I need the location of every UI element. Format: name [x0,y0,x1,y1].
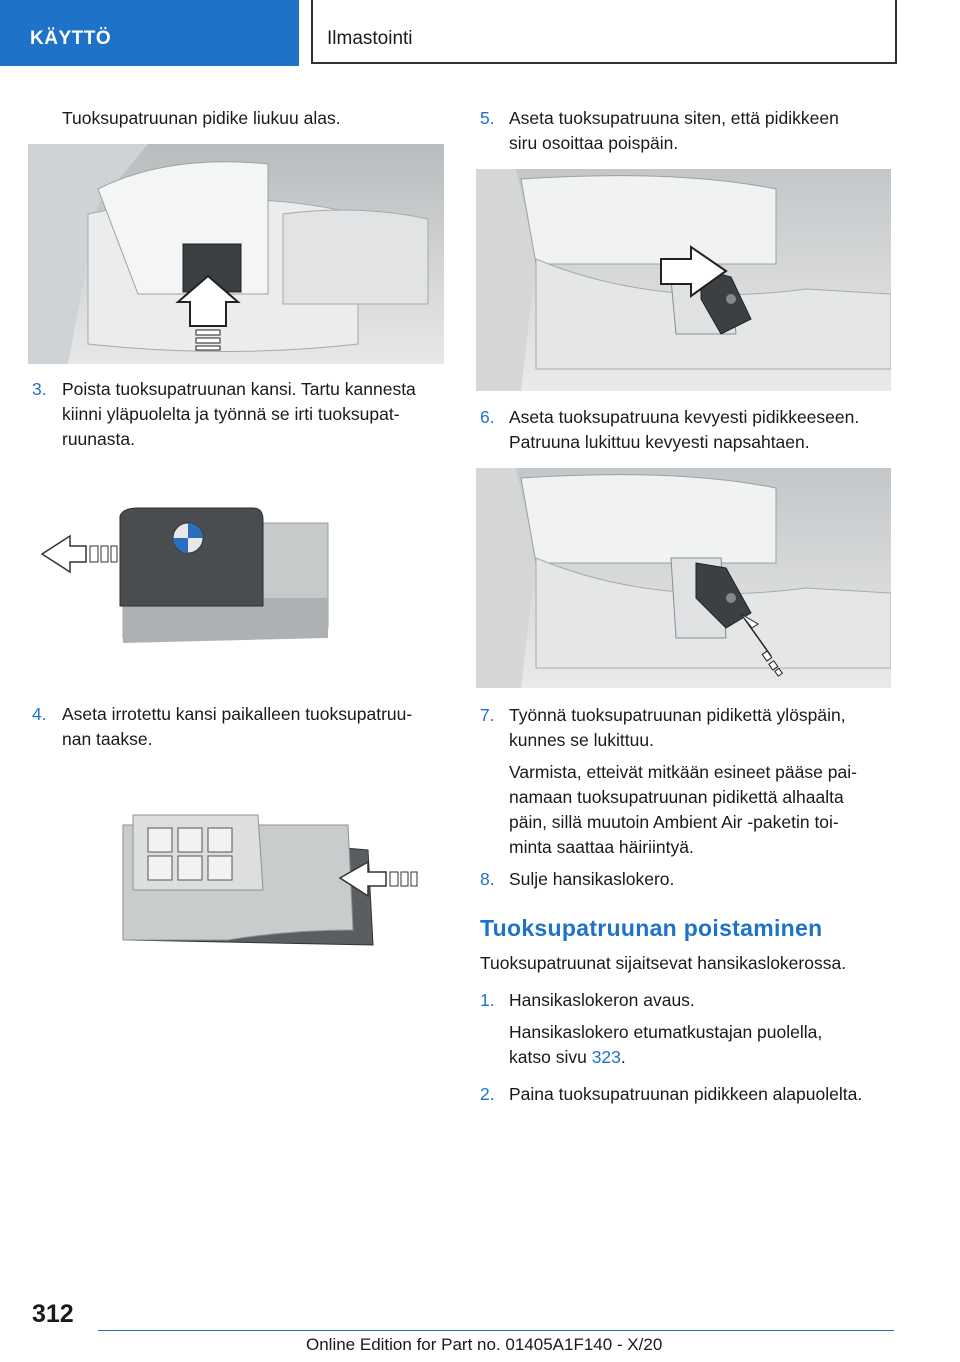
see-page-prefix: katso sivu [509,1047,592,1067]
step-8-text: Sulje hansikaslokero. [509,869,675,889]
page-number: 312 [32,1300,74,1328]
step-7-note-4: minta saattaa häiriintyä. [509,837,694,857]
removal-step-1-sub-1: Hansikaslokero etumatkustajan puolella, [509,1022,823,1042]
figure-insert-cartridge [476,468,891,688]
step-3-text-1: Poista tuoksupatruunan kansi. Tartu kannesta [62,379,416,399]
figure-chip-orientation [476,169,891,391]
step-4-text-2: nan taakse. [62,729,153,749]
intro-text: Tuoksupatruunan pidike liukuu alas. [62,108,341,128]
section-intro: Tuoksupatruunat sijaitsevat hansikaslokerossa. [480,953,847,973]
step-5-text-2: siru osoittaa poispäin. [509,133,679,153]
step-3-text-2: kiinni yläpuolelta ja työnnä se irti tuoksupat- [62,404,400,424]
chapter-title: Ilmastointi [327,28,413,49]
step-7-text-1: Työnnä tuoksupatruunan pidikettä ylöspäin, [509,705,846,725]
section-title: KÄYTTÖ [30,28,112,49]
step-7-text-2: kunnes se lukittuu. [509,730,654,750]
section-tab [0,0,299,66]
step-8-number: 8. [480,869,495,889]
step-7-note-2: namaan tuoksupatruunan pidikettä alhaalta [509,787,844,807]
chapter-tab [311,0,897,64]
footer-edition: Online Edition for Part no. 01405A1F140 - X/20 [306,1335,663,1354]
step-5-text-1: Aseta tuoksupatruuna siten, että pidikkeen [509,108,839,128]
step-4-number: 4. [32,704,47,724]
footer-divider [98,1330,894,1331]
removal-step-2-number: 2. [480,1084,495,1104]
step-6-text-1: Aseta tuoksupatruuna kevyesti pidikkeeseen. [509,407,860,427]
removal-step-1-number: 1. [480,990,495,1010]
section-heading: Tuoksupatruunan poistaminen [480,915,823,941]
removal-step-2-text: Paina tuoksupatruunan pidikkeen alapuolelta. [509,1084,863,1104]
removal-step-1-sub-2 [509,1045,626,1070]
step-7-note-3: päin, sillä muutoin Ambient Air -paketin toi- [509,812,839,832]
see-page-suffix: . [620,1047,626,1067]
step-7-note-1: Varmista, etteivät mitkään esineet pääse pai- [509,762,857,782]
step-3-text-3: ruunasta. [62,429,135,449]
removal-step-1-text: Hansikaslokeron avaus. [509,990,695,1010]
step-3-number: 3. [32,379,47,399]
step-6-number: 6. [480,407,495,427]
step-7-number: 7. [480,705,495,725]
figure-holder-slides-down [28,144,444,364]
page-link[interactable]: 323 [591,1047,621,1067]
step-6-text-2: Patruuna lukittuu kevyesti napsahtaen. [509,432,810,452]
figure-remove-cover [28,478,444,668]
step-5-number: 5. [480,108,495,128]
figure-attach-cover [28,780,444,980]
step-4-text-1: Aseta irrotettu kansi paikalleen tuoksupatruu- [62,704,413,724]
